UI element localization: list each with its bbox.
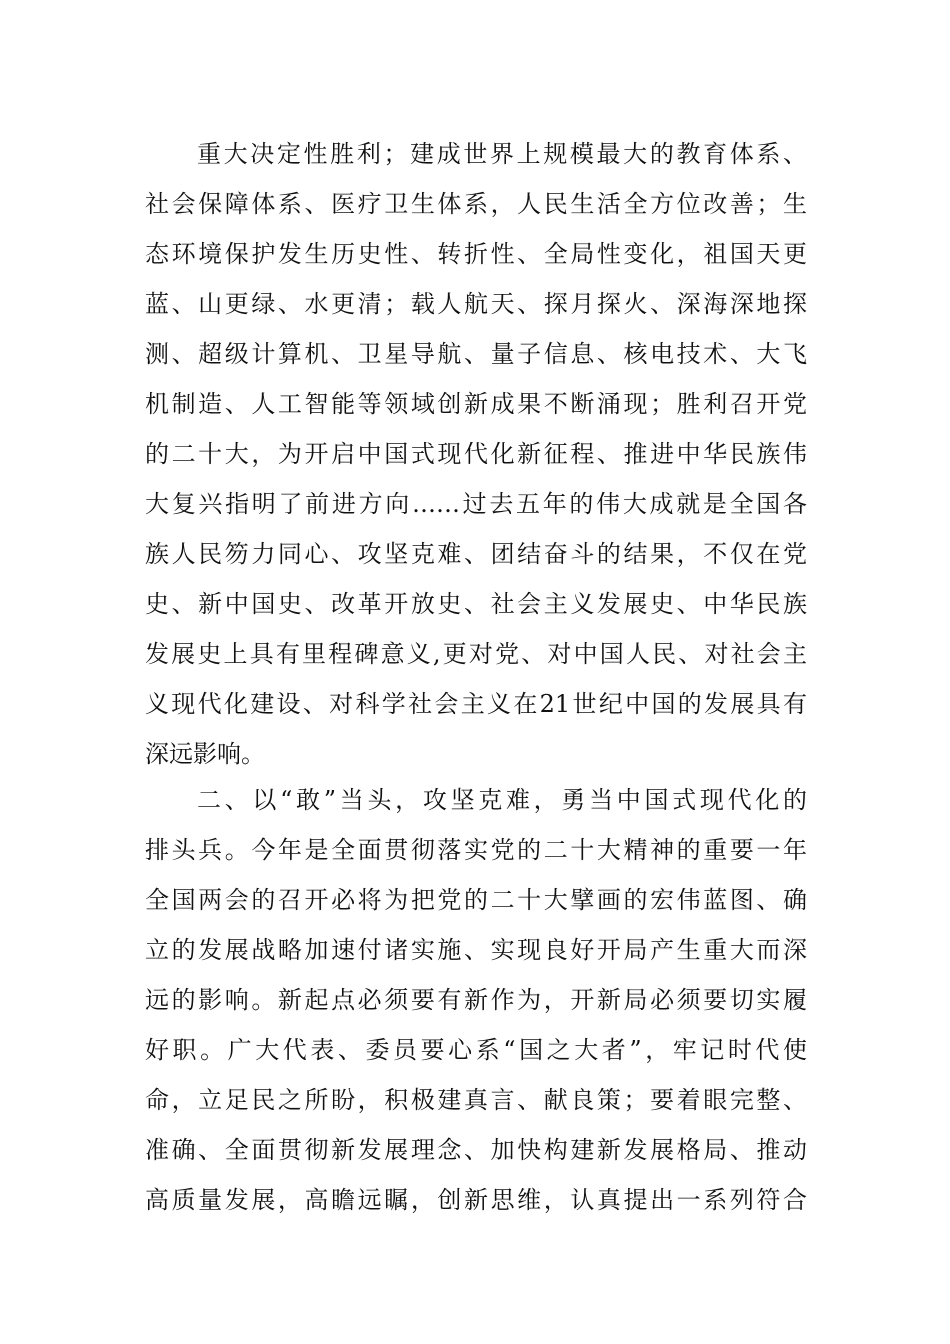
paragraph-line: 蓝、山更绿、水更清；载人航天、探月探火、深海深地探	[145, 290, 807, 318]
paragraph-line: 全国两会的召开必将为把党的二十大擘画的宏伟蓝图、确	[145, 886, 807, 914]
paragraph-line: 二、以“敢”当头，攻坚克难，勇当中国式现代化的	[197, 786, 807, 814]
paragraph-line: 高质量发展，高瞻远瞩，创新思维，认真提出一系列符合	[145, 1186, 807, 1214]
paragraph-line: 排头兵。今年是全面贯彻落实党的二十大精神的重要一年	[145, 836, 807, 864]
paragraph-1	[145, 129, 807, 779]
paragraph-line: 重大决定性胜利；建成世界上规模最大的教育体系、	[197, 140, 807, 168]
paragraph-line: 准确、全面贯彻新发展理念、加快构建新发展格局、推动	[145, 1136, 807, 1164]
paragraph-2	[145, 775, 807, 1225]
paragraph-line: 发展史上具有里程碑意义,更对党、对中国人民、对社会主	[145, 640, 807, 668]
paragraph-line: 史、新中国史、改革开放史、社会主义发展史、中华民族	[145, 590, 807, 618]
paragraph-line: 机制造、人工智能等领域创新成果不断涌现；胜利召开党	[145, 390, 807, 418]
paragraph-line: 大复兴指明了前进方向……过去五年的伟大成就是全国各	[145, 490, 807, 518]
paragraph-line: 态环境保护发生历史性、转折性、全局性变化，祖国天更	[145, 240, 807, 268]
paragraph-line: 社会保障体系、医疗卫生体系，人民生活全方位改善；生	[145, 190, 807, 218]
paragraph-line: 深远影响。	[145, 740, 265, 768]
paragraph-line: 远的影响。新起点必须要有新作为，开新局必须要切实履	[145, 986, 807, 1014]
paragraph-line: 立的发展战略加速付诸实施、实现良好开局产生重大而深	[145, 936, 807, 964]
paragraph-line: 命，立足民之所盼，积极建真言、献良策；要着眼完整、	[145, 1086, 807, 1114]
paragraph-line: 义现代化建设、对科学社会主义在21世纪中国的发展具有	[145, 690, 807, 718]
paragraph-line: 测、超级计算机、卫星导航、量子信息、核电技术、大飞	[145, 340, 807, 368]
paragraph-line: 的二十大，为开启中国式现代化新征程、推进中华民族伟	[145, 440, 807, 468]
paragraph-line: 好职。广大代表、委员要心系“国之大者”，牢记时代使	[145, 1036, 807, 1064]
paragraph-line: 族人民笏力同心、攻坚克难、团结奋斗的结果，不仅在党	[145, 540, 807, 568]
